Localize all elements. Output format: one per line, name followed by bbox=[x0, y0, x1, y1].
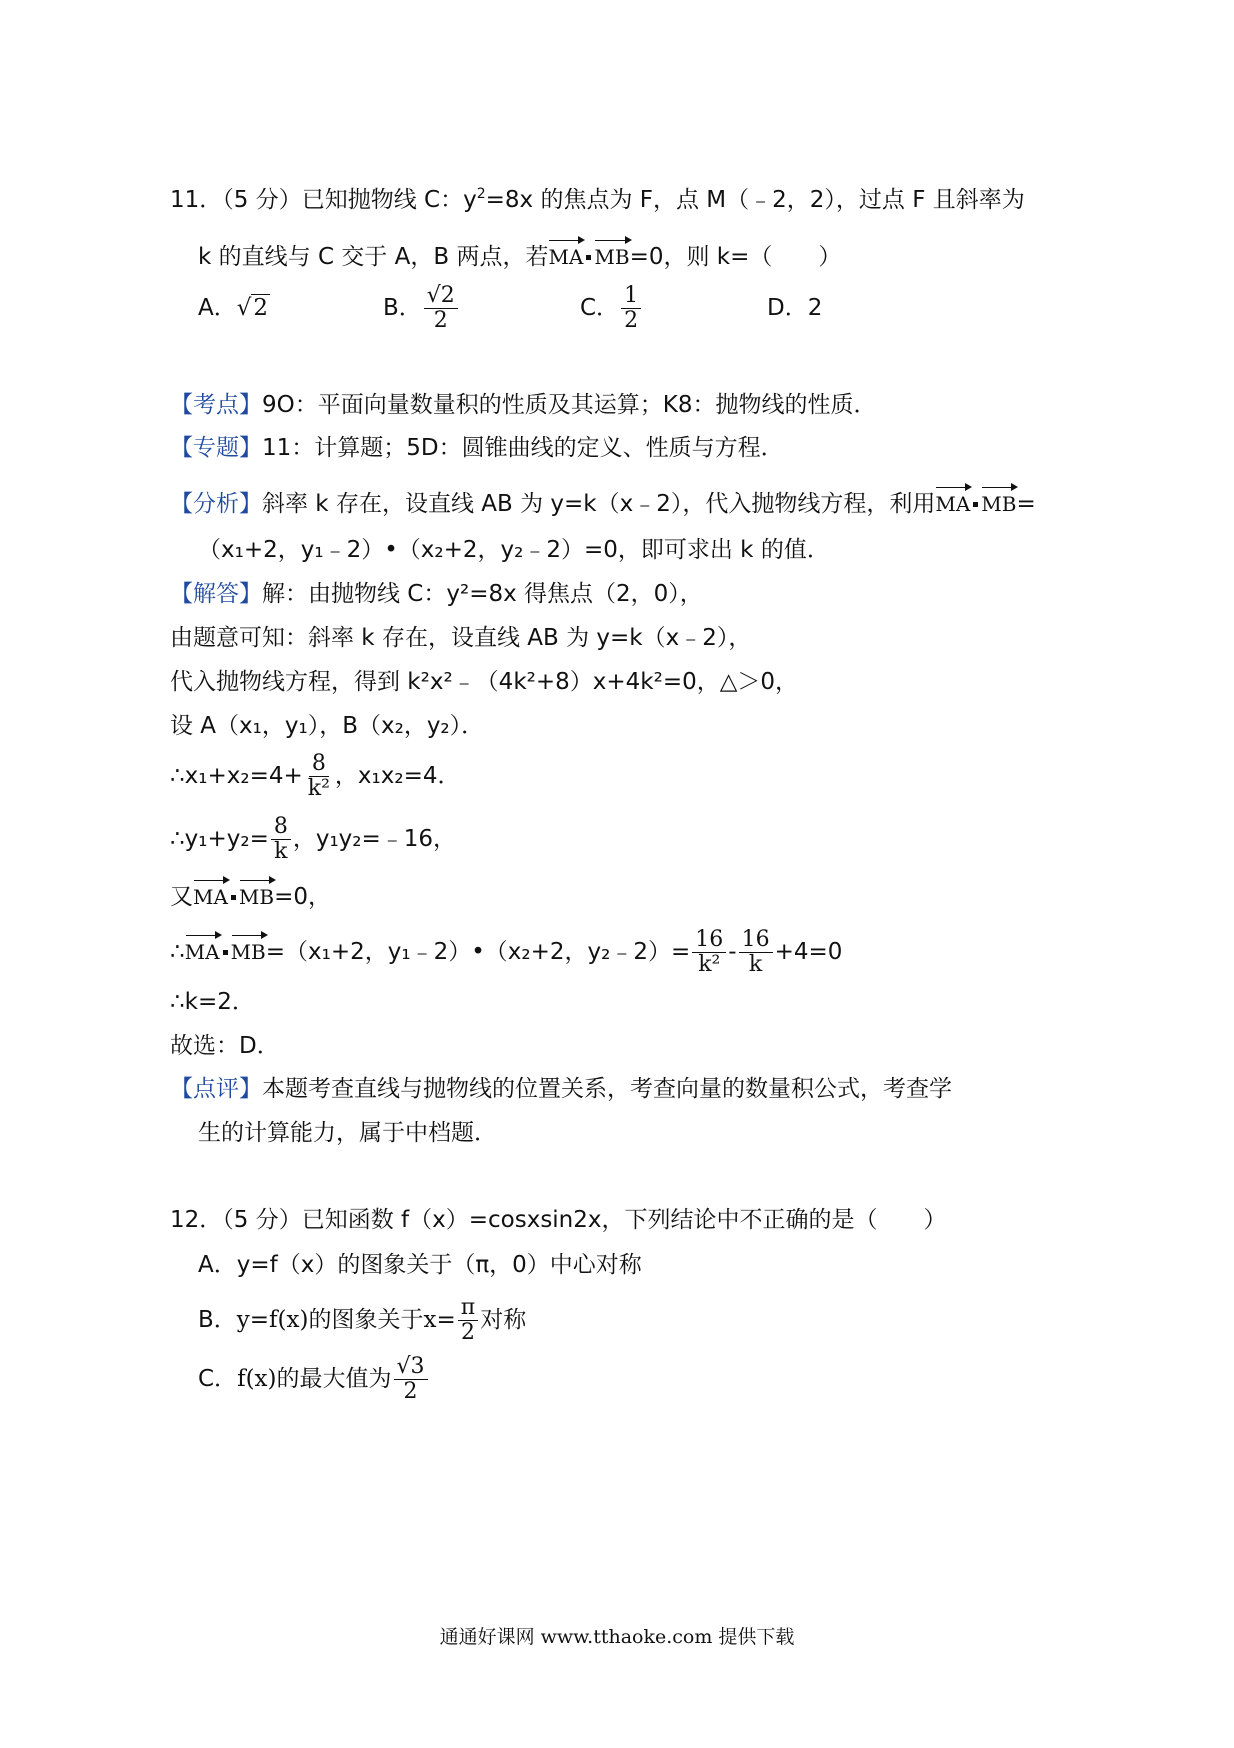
kaodian-tag: 【考点】 bbox=[170, 392, 262, 418]
vector-mb: MB bbox=[594, 238, 629, 272]
vector-ma: MA bbox=[185, 933, 220, 967]
denominator: 2 bbox=[624, 308, 639, 333]
zhuanti-tag: 【专题】 bbox=[170, 435, 262, 461]
q12-stem bbox=[170, 1205, 947, 1235]
q12-option-c bbox=[198, 1355, 430, 1404]
jieda-line9 bbox=[170, 987, 255, 1017]
q12-option-b-label: B． bbox=[198, 1307, 237, 1333]
q12-option-a bbox=[198, 1250, 642, 1280]
jieda-l3: 代入抛物线方程，得到 k²x²﹣（4k²+8）x+4k²=0，△＞0， bbox=[170, 669, 799, 695]
denominator: k² bbox=[698, 952, 721, 977]
dianping-line1 bbox=[170, 1074, 952, 1104]
jieda-l6-a: ∴y₁+y₂= bbox=[170, 826, 269, 852]
dianping-text2: 生的计算能力，属于中档题． bbox=[198, 1120, 497, 1146]
fraction bbox=[458, 1296, 478, 1345]
sqrt-expression: √2 bbox=[236, 295, 269, 321]
zhuanti-text: 11：计算题；5D：圆锥曲线的定义、性质与方程． bbox=[262, 435, 784, 461]
jieda-line8 bbox=[170, 928, 842, 977]
page-footer: 通通好课网 www.tthaoke.com 提供下载 bbox=[439, 1626, 795, 1648]
jieda-l6-b: ，y₁y₂=﹣16， bbox=[292, 826, 457, 852]
vector-ma: MA bbox=[193, 878, 228, 912]
fraction bbox=[424, 284, 458, 333]
fenxi-line1 bbox=[170, 485, 1036, 519]
q11-option-b bbox=[383, 284, 460, 333]
jieda-line1 bbox=[170, 579, 703, 609]
q12-stem-text: 12．（5 分）已知函数 f（x）=cosxsin2x，下列结论中不正确的是（ ） bbox=[170, 1207, 947, 1233]
dot-operator bbox=[586, 255, 591, 260]
kaodian-line bbox=[170, 390, 876, 420]
q12-option-b bbox=[198, 1296, 526, 1345]
q12-option-a-text: A．y=f（x）的图象关于（π，0）中心对称 bbox=[198, 1252, 642, 1278]
dianping-line2 bbox=[198, 1118, 497, 1148]
jieda-l8-c: +4=0 bbox=[774, 939, 843, 965]
fenxi-text2: （x₁+2，y₁﹣2）•（x₂+2，y₂﹣2）=0，即可求出 k 的值． bbox=[198, 537, 830, 563]
dianping-tag: 【点评】 bbox=[170, 1076, 262, 1102]
jieda-l9: ∴k=2． bbox=[170, 989, 255, 1015]
fenxi-text1-tail: = bbox=[1016, 491, 1036, 517]
fenxi-tag: 【分析】 bbox=[170, 491, 262, 517]
q11-option-d bbox=[767, 293, 822, 323]
q12-option-c-label: C． bbox=[198, 1366, 238, 1392]
q12-option-b-text: y=f(x)的图象关于x= bbox=[236, 1307, 456, 1333]
minus-sign: - bbox=[728, 939, 737, 965]
q11-option-a bbox=[198, 293, 270, 323]
vector-mb: MB bbox=[239, 878, 274, 912]
radicand: 2 bbox=[253, 295, 269, 321]
jieda-line10 bbox=[170, 1031, 280, 1061]
jieda-l5-b: ，x₁x₂=4． bbox=[334, 763, 461, 789]
q11-stem-line2 bbox=[198, 238, 841, 272]
denominator: k² bbox=[307, 776, 330, 801]
numerator: π bbox=[458, 1296, 478, 1321]
q12-option-b-tail: 对称 bbox=[480, 1307, 527, 1333]
q11-stem2-tail: =0，则 k=（ ） bbox=[629, 244, 842, 270]
numerator: 8 bbox=[309, 752, 329, 777]
fenxi-text1: 斜率 k 存在，设直线 AB 为 y=k（x﹣2），代入抛物线方程，利用 bbox=[262, 491, 936, 517]
fraction bbox=[621, 284, 641, 333]
jieda-l10: 故选：D． bbox=[170, 1033, 280, 1059]
numerator: √3 bbox=[394, 1355, 428, 1380]
q12-option-c-text: f(x)的最大值为 bbox=[237, 1366, 392, 1392]
q11-stem-text: 11．（5 分）已知抛物线 C：y bbox=[170, 187, 477, 213]
vector-mb: MB bbox=[981, 485, 1016, 519]
numerator: 1 bbox=[621, 284, 641, 309]
vector-ma: MA bbox=[935, 485, 970, 519]
jieda-l1: 解：由抛物线 C：y²=8x 得焦点（2，0）， bbox=[262, 581, 703, 607]
jieda-l7-b: =0， bbox=[274, 884, 332, 910]
q11-option-c bbox=[580, 284, 643, 333]
vector-mb: MB bbox=[231, 933, 266, 967]
numerator: √2 bbox=[424, 284, 458, 309]
vector-ma: MA bbox=[548, 238, 583, 272]
denominator: k bbox=[274, 839, 288, 864]
numerator: 16 bbox=[739, 928, 773, 953]
jieda-tag: 【解答】 bbox=[170, 581, 262, 607]
fraction bbox=[739, 928, 773, 977]
jieda-line7 bbox=[170, 878, 331, 912]
q11-stem2-text: k 的直线与 C 交于 A，B 两点，若 bbox=[198, 244, 549, 270]
jieda-l7-a: 又 bbox=[170, 884, 193, 910]
option-b-label: B． bbox=[383, 295, 422, 321]
jieda-line5 bbox=[170, 752, 460, 801]
kaodian-text: 9O：平面向量数量积的性质及其运算；K8：抛物线的性质． bbox=[262, 392, 877, 418]
q11-stem-line1 bbox=[170, 185, 1025, 215]
fraction bbox=[692, 928, 726, 977]
denominator: 2 bbox=[460, 1320, 475, 1345]
fraction bbox=[271, 815, 291, 864]
numerator: 16 bbox=[692, 928, 726, 953]
denominator: 2 bbox=[433, 308, 448, 333]
fraction bbox=[305, 752, 333, 801]
denominator: k bbox=[748, 952, 763, 977]
dianping-text1: 本题考查直线与抛物线的位置关系，考查向量的数量积公式，考查学 bbox=[262, 1076, 952, 1102]
jieda-l5-a: ∴x₁+x₂=4+ bbox=[170, 763, 303, 789]
jieda-line4 bbox=[170, 711, 484, 741]
fraction bbox=[394, 1355, 428, 1404]
jieda-l2: 由题意可知：斜率 k 存在，设直线 AB 为 y=k（x﹣2）， bbox=[170, 625, 752, 651]
fenxi-line2 bbox=[198, 535, 830, 565]
jieda-line6 bbox=[170, 815, 456, 864]
q11-exp: 2 bbox=[476, 186, 486, 202]
jieda-l8-a: ∴ bbox=[170, 939, 185, 965]
option-c-label: C． bbox=[580, 295, 620, 321]
dot-operator bbox=[223, 950, 228, 955]
jieda-line3 bbox=[170, 667, 798, 697]
dot-operator bbox=[973, 502, 978, 507]
option-a-label: A． bbox=[198, 295, 237, 321]
denominator: 2 bbox=[403, 1379, 418, 1404]
option-d-text: D．2 bbox=[767, 295, 823, 321]
dot-operator bbox=[231, 895, 236, 900]
jieda-line2 bbox=[170, 623, 751, 653]
jieda-l4: 设 A（x₁，y₁），B（x₂，y₂）． bbox=[170, 713, 485, 739]
numerator: 8 bbox=[271, 815, 291, 840]
jieda-l8-b: =（x₁+2，y₁﹣2）•（x₂+2，y₂﹣2）= bbox=[265, 939, 691, 965]
q11-stem-tail: =8x 的焦点为 F，点 M（﹣2，2），过点 F 且斜率为 bbox=[485, 187, 1025, 213]
zhuanti-line bbox=[170, 433, 784, 463]
